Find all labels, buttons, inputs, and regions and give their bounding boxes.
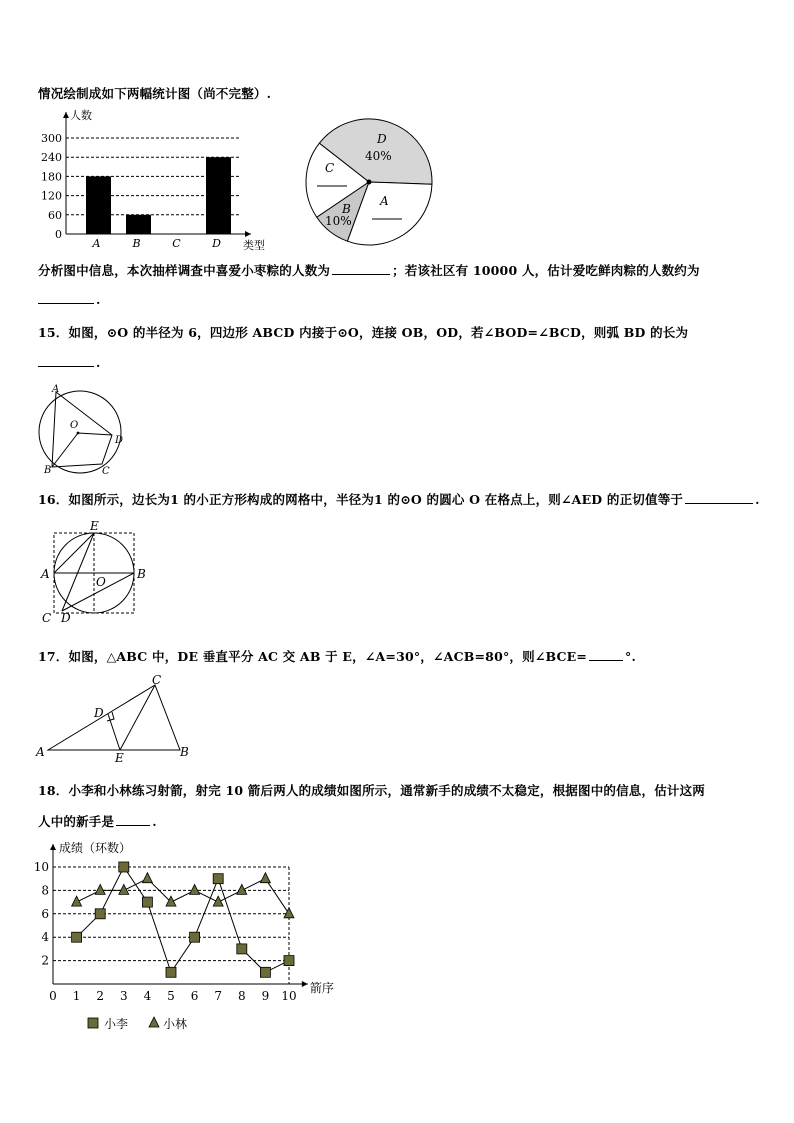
bar-y-tick: 300 [41, 132, 62, 145]
q14-line-1 [38, 261, 700, 279]
q18-end: . [152, 814, 157, 829]
point-triangle [72, 896, 82, 906]
q15-end: . [96, 355, 101, 370]
point-square [237, 944, 247, 954]
point-square [119, 862, 129, 872]
bar-y-tick: 180 [41, 170, 62, 184]
point-triangle [190, 884, 200, 894]
q18-text: 人中的新手是 [38, 814, 115, 829]
line-x-tick: 6 [190, 989, 199, 1003]
q17-label-d: D [94, 706, 104, 720]
pie-label: B [342, 202, 351, 216]
series-line-triangle [77, 879, 289, 914]
line-y-tick: 6 [41, 906, 49, 921]
line-x-tick: 9 [261, 989, 270, 1003]
q16-text: 16．如图所示，边长为1 的小正方形构成的网格中，半径为1 的⊙O 的圆心 O 在格点上，则∠AED 的正切值等于 [38, 492, 684, 507]
line-x-arrow [302, 981, 308, 987]
answer-blank-2[interactable] [38, 302, 94, 304]
intro-text: 情况绘制成如下两幅统计图（尚不完整）. [38, 86, 272, 101]
bar-A [86, 176, 111, 234]
q16-figure [36, 518, 156, 628]
pie-label: C [325, 161, 335, 175]
q15-label-d: D [115, 435, 124, 446]
line-x-tick: 1 [72, 989, 81, 1003]
bar-y-label: 人数 [70, 109, 92, 122]
line-y-arrow [50, 844, 56, 850]
q16-label-d: D [61, 611, 71, 625]
q16-label-a: A [41, 567, 50, 581]
q14-text-b: ；若该社区有 10000 人，估计爱吃鲜肉粽的人数约为 [392, 263, 700, 278]
q15-text: 15．如图，⊙O 的半径为 6，四边形 ABCD 内接于⊙O，连接 OB，OD，若∠BOD=∠BCD，则弧 BD 的长为 [38, 325, 689, 340]
q17-label-a: A [36, 745, 45, 759]
q18-line-chart [30, 838, 350, 1043]
pie-label: A [380, 194, 389, 208]
answer-blank-1[interactable] [332, 273, 390, 275]
q17-label-b: B [180, 745, 189, 759]
point-triangle [95, 884, 105, 894]
line-x-tick: 3 [119, 989, 128, 1003]
q18-line-2 [38, 812, 157, 830]
bar-x-label: 类型 [243, 239, 265, 252]
q14-end: . [96, 292, 101, 307]
line-x-label: 箭序 [309, 981, 334, 995]
bar-y-tick: 240 [41, 151, 62, 165]
pie-percent: 10% [325, 214, 352, 228]
point-triangle [142, 873, 152, 883]
q14-line-2 [38, 292, 101, 307]
q16-line [38, 490, 760, 508]
answer-blank-5[interactable] [589, 659, 623, 661]
q15-label-a: A [52, 384, 60, 395]
q14-text-a: 分析图中信息，本次抽样调查中喜爱小枣粽的人数为 [38, 263, 331, 278]
q17-line [38, 647, 636, 665]
q15-figure [30, 380, 140, 480]
legend-label: 小林 [163, 1017, 188, 1031]
bar-category-label: D [212, 237, 221, 250]
point-square [95, 909, 105, 919]
point-square [142, 897, 152, 907]
q17-text: 17．如图，△ABC 中，DE 垂直平分 AC 交 AB 于 E，∠A=30°，∠ACB=80°，则∠BCE= [38, 649, 588, 664]
line-y-tick: 4 [41, 930, 49, 945]
pie-center [367, 180, 372, 185]
point-square [72, 932, 82, 942]
bar-y-tick: 0 [55, 228, 62, 241]
line-x-tick: 4 [143, 989, 152, 1003]
line-y-label: 成绩（环数） [59, 841, 132, 855]
q18-line-1: 18．小李和小林练习射箭，射完 10 箭后两人的成绩如图所示，通常新手的成绩不太稳定，根据图中的信息，估计这两 [38, 783, 705, 798]
q17-figure [30, 672, 200, 762]
answer-blank-4[interactable] [685, 502, 753, 504]
point-square [260, 967, 270, 977]
line-x-tick: 7 [214, 989, 223, 1003]
pie-label: D [377, 132, 387, 146]
q15-label-o: O [70, 420, 79, 431]
line-y-tick: 2 [41, 953, 49, 968]
answer-blank-3[interactable] [38, 365, 94, 367]
q16-label-o: O [96, 575, 106, 589]
point-square [166, 967, 176, 977]
bar-D [206, 157, 231, 234]
q15-label-c: C [102, 466, 110, 477]
answer-blank-6[interactable] [116, 824, 150, 826]
line-x-tick: 2 [96, 989, 105, 1003]
point-square [284, 956, 294, 966]
legend-triangle-marker [149, 1017, 159, 1027]
line-x-tick: 0 [49, 989, 57, 1003]
q16-label-e: E [90, 519, 99, 533]
q15-label-b: B [44, 465, 52, 476]
point-triangle [260, 873, 270, 883]
pie-chart [300, 112, 440, 252]
bar-y-tick: 60 [48, 208, 62, 222]
point-square [190, 932, 200, 942]
bar-y-arrow [63, 112, 69, 118]
q16-label-b: B [137, 567, 146, 581]
q15-line-2 [38, 355, 101, 370]
bar-category-label: A [92, 237, 101, 250]
q17-label-c: C [152, 673, 162, 687]
line-x-tick: 5 [167, 989, 175, 1003]
line-x-tick: 8 [237, 989, 246, 1003]
point-triangle [213, 896, 223, 906]
bar-chart [30, 104, 280, 254]
q16-end: . [755, 492, 760, 507]
bar-B [126, 215, 151, 234]
bar-x-arrow [245, 231, 251, 237]
line-y-tick: 10 [33, 860, 49, 874]
q17-end: °. [625, 649, 637, 664]
point-triangle [237, 884, 247, 894]
legend-square-marker [88, 1018, 98, 1028]
bar-y-tick: 120 [41, 189, 62, 203]
legend-label: 小李 [104, 1017, 129, 1031]
point-square [213, 874, 223, 884]
pie-percent: 40% [365, 149, 392, 163]
line-y-tick: 8 [41, 883, 49, 898]
point-triangle [119, 884, 129, 894]
point-triangle [166, 896, 176, 906]
line-x-tick: 10 [281, 989, 297, 1003]
q16-label-c: C [42, 611, 52, 625]
bar-category-label: B [132, 237, 141, 250]
q17-label-e: E [115, 751, 124, 762]
bar-category-label: C [172, 237, 181, 250]
